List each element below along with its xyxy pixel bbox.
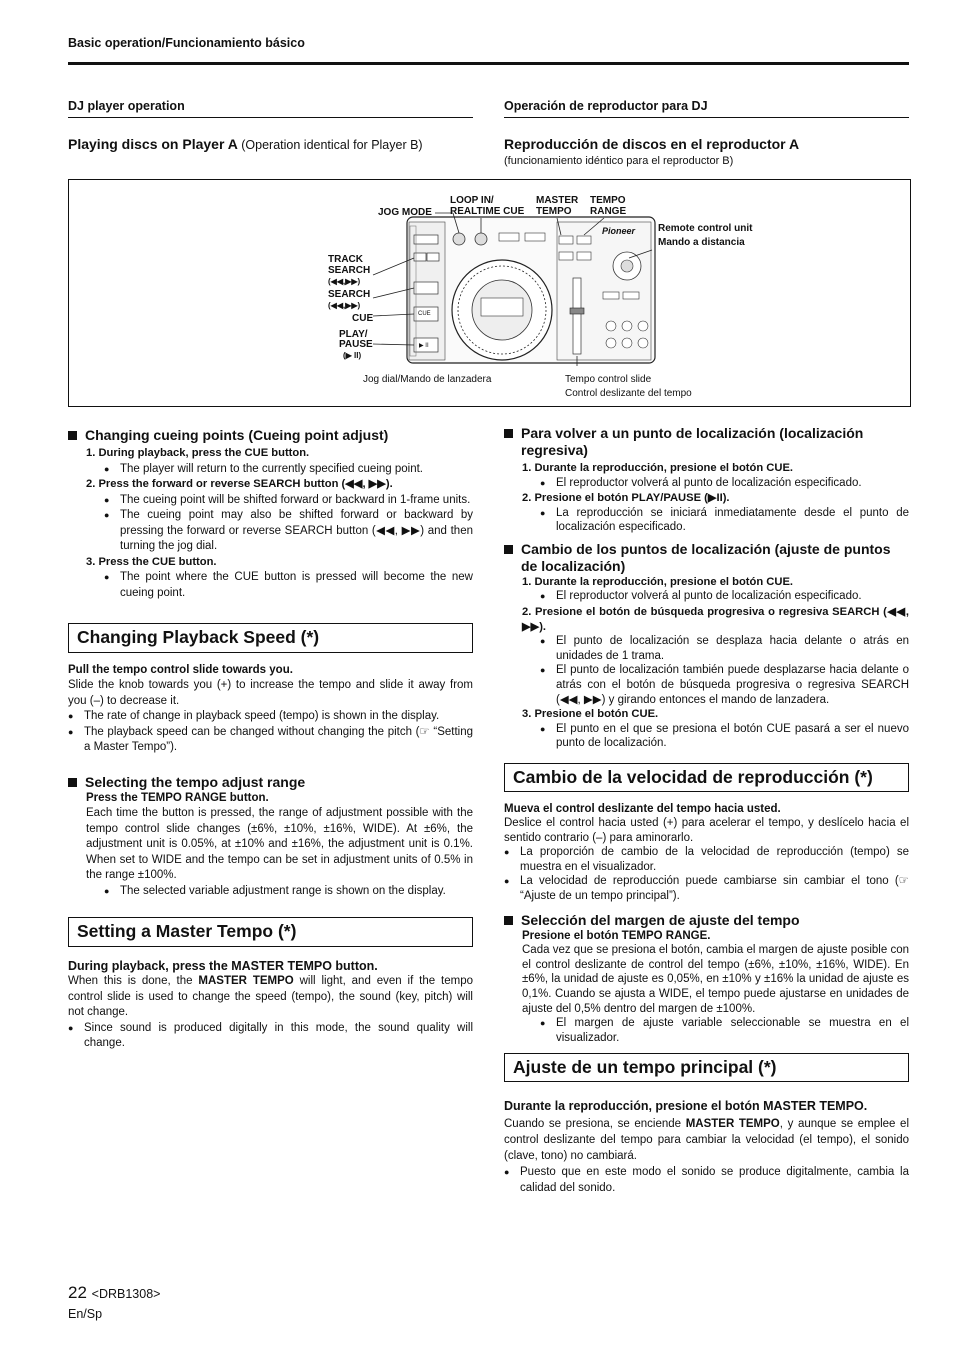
change-step2-bullet2-es: ● El punto de localización también puede desplazarse hacia delante o atrás con el botón de búsqueda progresiva o regresiva SEARCH (◀◀, ▶▶) y girando entonces el mando de lanzadera. [540, 664, 909, 706]
square-bullet-icon [68, 431, 77, 440]
speed-bullet2-es: ● La velocidad de reproducción puede cambiarse sin cambiar el tono (☞ “Ajuste de un tempo principal”). [504, 875, 909, 903]
range-heading-en-text: Selecting the tempo adjust range [85, 773, 306, 790]
return-step1-bullet-es-text: El reproductor volverá al punto de localización especificado. [556, 476, 862, 489]
change-heading-es [504, 541, 909, 575]
cueing-step2-en: 2. Press the forward or reverse SEARCH button (◀◀, ▶▶). [86, 478, 393, 490]
range-bullet-en: ● The selected variable adjustment range is shown on the display. [68, 884, 473, 900]
master-bullet-es: ● Puesto que en este modo el sonido se produce digitalmente, cambia la calidad del sonido. [504, 1166, 909, 1194]
speed-box-es: Cambio de la velocidad de reproducción (*) [504, 763, 909, 792]
master-bullet-en: ● Since sound is produced digitally in this mode, the sound quality will change. [68, 1021, 473, 1052]
label-loop-in: LOOP IN/ [450, 195, 494, 206]
cueing-step3-bullet-en-text: The point where the CUE button is pressed will become the new cueing point. [120, 571, 473, 599]
playing-title-es: Reproducción de discos en el reproductor A [504, 136, 800, 152]
cueing-step3-en: 3. Press the CUE button. [86, 555, 217, 568]
speed-bullet1-es: ● La proporción de cambio de la velocidad de reproducción (tempo) se muestra en el visualizador. [504, 846, 909, 873]
return-step2-bullet-es-text: La reproducción se iniciará inmediatamente desde el punto de localización especificado. [556, 506, 909, 534]
master-text-en-b: will light, and even if the tempo control slide is used to change the speed (tempo), the sound (key, pitch) will not change. [68, 975, 474, 1018]
label-search-symbols: (◀◀,▶▶) [328, 301, 361, 310]
change-step3-bullet-es: ● El punto en el que se presiona el botón CUE pasará a ser el nuevo punto de localización. [540, 722, 909, 750]
range-lead-en: Press the TEMPO RANGE button. [86, 791, 269, 804]
master-text-en-bold: MASTER TEMPO [198, 975, 294, 987]
label-remote-en: Remote control unit [658, 223, 753, 234]
speed-bullet1-en: ● The rate of change in playback speed (tempo) is shown in the display. [68, 709, 473, 725]
change-step1-es: 1. Durante la reproducción, presione el botón CUE. [522, 575, 794, 588]
playing-title-en [68, 136, 423, 152]
change-step3-es: 3. Presione el botón CUE. [522, 708, 659, 721]
range-heading-es-text: Selección del margen de ajuste del tempo [521, 911, 800, 928]
return-step2-bullet-es: ● La reproducción se iniciará inmediatamente desde el punto de localización especificado. [540, 506, 909, 534]
change-step1-bullet-es-text: El reproductor volverá al punto de localización especificado. [556, 590, 862, 603]
return-step1-es: 1. Durante la reproducción, presione el botón CUE. [522, 462, 794, 474]
master-text-es [504, 1116, 909, 1164]
speed-lead-es: Mueva el control deslizante del tempo hacia usted. [504, 802, 781, 815]
label-track: TRACK [328, 254, 363, 265]
figure-cue-button: CUE [418, 311, 431, 317]
caption-jog-dial: Jog dial/Mando de lanzadera [363, 374, 492, 385]
document-code: <DRB1308> [91, 1287, 161, 1301]
label-pause: PAUSE [339, 339, 373, 350]
cueing-step1-bullet-en-text: The player will return to the currently specified cueing point. [120, 462, 423, 475]
cueing-step1-bullet-en: ● The player will return to the currently specified cueing point. [68, 462, 473, 478]
master-text-en [68, 974, 473, 1021]
range-lead-es: Presione el botón TEMPO RANGE. [522, 929, 711, 942]
speed-bullet2-en-text: The playback speed can be changed without changing the pitch (☞ “Setting a Master Tempo”). [84, 725, 473, 753]
master-text-es-b: , y aunque se emplee el control deslizante del tempo para cambiar la velocidad (el tempo), el sonido (clave, tono) no cambiará. [504, 1118, 910, 1162]
section-label-es: Operación de reproductor para DJ [504, 99, 708, 113]
master-box-en: Setting a Master Tempo (*) [68, 917, 473, 947]
master-text-en-a: When this is done, the [68, 975, 199, 987]
speed-text-en: Slide the knob towards you (+) to increase the tempo and slide it away from you (–) to decrease it. [68, 679, 473, 707]
footer [68, 1283, 160, 1303]
pioneer-logo: Pioneer [602, 226, 636, 236]
cueing-step3-bullet-en: ● The point where the CUE button is pressed will become the new cueing point. [68, 570, 473, 601]
square-bullet-icon [68, 778, 77, 787]
speed-bullet1-es-text: La proporción de cambio de la velocidad de reproducción (tempo) se muestra en el visualizador. [520, 846, 909, 873]
master-lead-es: Durante la reproducción, presione el botón MASTER TEMPO. [504, 1099, 868, 1113]
change-step3-bullet-es-text: El punto en el que se presiona el botón CUE pasará a ser el nuevo punto de localización. [556, 722, 909, 750]
range-bullet-es: ● El margen de ajuste variable seleccionable se muestra en el visualizador. [540, 1017, 909, 1044]
label-master: MASTER [536, 195, 579, 206]
language-code: En/Sp [68, 1307, 103, 1321]
speed-text-es: Deslice el control hacia usted (+) para acelerar el tempo, y deslícelo hacia el sentido contrario (–) para aminorarlo. [504, 817, 909, 844]
square-bullet-icon [504, 545, 513, 554]
return-heading-es [504, 425, 909, 459]
cueing-step2-bullet1-en-text: The cueing point will be shifted forward or backward in 1-frame units. [120, 493, 471, 506]
label-search: SEARCH [328, 289, 371, 300]
playing-note-es: (funcionamiento idéntico para el reproductor B) [504, 155, 734, 167]
speed-bullet2-en: ● The playback speed can be changed without changing the pitch (☞ “Setting a Master Tempo”). [68, 725, 473, 756]
change-step2-es: 2. Presione el botón de búsqueda progresiva o regresiva SEARCH (◀◀, ▶▶). [522, 605, 909, 633]
cueing-step1-en: 1. During playback, press the CUE button. [86, 447, 310, 459]
label-play: PLAY/ [339, 329, 368, 340]
speed-bullet2-es-text: La velocidad de reproducción puede cambiarse sin cambiar el tono (☞ “Ajuste de un tempo principal”). [520, 875, 909, 903]
label-play-symbols: (▶ II) [343, 351, 362, 360]
change-step1-bullet-es: ● El reproductor volverá al punto de localización especificado. [504, 589, 909, 605]
range-heading-en [68, 774, 473, 791]
label-range: RANGE [590, 206, 627, 217]
master-lead-en: During playback, press the MASTER TEMPO button. [68, 958, 378, 973]
playing-title-en-text: Playing discs on Player A [68, 136, 238, 152]
cueing-step2-bullet2-en: ● The cueing point may also be shifted forward or backward by pressing the forward or reverse SEARCH button (◀◀, ▶▶) and then turning the jog dial. [68, 508, 473, 555]
change-step2-bullet1-es-text: El punto de localización se desplaza hacia delante o atrás en unidades de 1 trama. [556, 635, 909, 662]
change-step2-bullet2-es-text: El punto de localización también puede desplazarse hacia delante o atrás con el botón de búsqueda progresiva o regresiva SEARCH (◀◀, ▶▶) y girando entonces el mando de lanzadera. [556, 664, 909, 706]
cueing-step2-bullet2-en-text: The cueing point may also be shifted forward or backward by pressing the forward or reverse SEARCH button (◀◀, ▶▶) and then turning the jog dial. [120, 509, 473, 552]
speed-bullet1-en-text: The rate of change in playback speed (tempo) is shown in the display. [84, 710, 440, 722]
cueing-heading-en [68, 427, 473, 444]
return-step1-bullet-es: ● El reproductor volverá al punto de localización especificado. [504, 476, 909, 492]
label-remote-es: Mando a distancia [658, 237, 745, 248]
square-bullet-icon [504, 429, 513, 438]
cueing-heading-en-text: Changing cueing points (Cueing point adjust) [85, 427, 389, 443]
label-track-search: SEARCH [328, 265, 371, 276]
range-bullet-es-text: El margen de ajuste variable seleccionable se muestra en el visualizador. [556, 1017, 909, 1044]
right-column [504, 425, 909, 1196]
header-rule [68, 62, 909, 65]
label-cue: CUE [352, 313, 374, 324]
section-label-en: DJ player operation [68, 99, 185, 113]
left-column [68, 427, 473, 1052]
master-text-es-a: Cuando se presiona, se enciende [504, 1118, 686, 1130]
range-text-es: Cada vez que se presiona el botón, cambia el margen de ajuste posible con el control deslizante de control del tempo (±6%, ±10%, ±16%, WIDE). En ±6%, la unidad de ajuste es 0,05%, en ±10% y ±16% la unidad de ajuste es 0,1%. Cuando se ajusta a WIDE, el tempo puede ajustarse en unidades de ajuste del 0,5% dentro del margen de ±100%. [522, 944, 909, 1015]
label-jog-mode: JOG MODE [378, 207, 432, 218]
master-bullet-en-text: Since sound is produced digitally in this mode, the sound quality will change. [84, 1021, 473, 1049]
cueing-step2-bullet1-en: ● The cueing point will be shifted forward or backward in 1-frame units. [68, 493, 473, 509]
playing-note-en: (Operation identical for Player B) [241, 138, 423, 152]
return-step2-es: 2. Presione el botón PLAY/PAUSE (▶II). [522, 492, 730, 505]
figure-play-button: ▶ II [419, 343, 429, 349]
range-text-en: Each time the button is pressed, the range of adjustment possible with the tempo control slide changes (±6%, ±10%, ±16%, WIDE). At ±6%, the adjustment unit is 0.05%, at ±10% and ±16%, the adjustment unit is 0.1%. When set to WIDE and the tempo can be set in adjustment units of 0.5% in the range ±100%. [86, 807, 473, 881]
speed-lead-en: Pull the tempo control slide towards you. [68, 663, 293, 676]
caption-tempo-slide-es: Control deslizante del tempo [565, 388, 692, 399]
master-box-es: Ajuste de un tempo principal (*) [504, 1053, 909, 1082]
master-bullet-es-text: Puesto que en este modo el sonido se produce digitalmente, cambia la calidad del sonido. [520, 1166, 909, 1194]
range-heading-es [504, 912, 909, 929]
label-master-tempo: TEMPO [536, 206, 572, 217]
label-tempo: TEMPO [590, 195, 626, 206]
label-track-symbols: (◀◀,▶▶) [328, 277, 361, 286]
square-bullet-icon [504, 916, 513, 925]
label-realtime-cue: REALTIME CUE [450, 206, 525, 217]
page-header: Basic operation/Funcionamiento básico [68, 36, 305, 50]
caption-tempo-slide-en: Tempo control slide [565, 374, 652, 385]
master-text-es-bold: MASTER TEMPO [685, 1118, 780, 1130]
change-heading-es-text: Cambio de los puntos de localización (ajuste de puntos de localización) [521, 540, 891, 574]
return-heading-es-text: Para volver a un punto de localización (localización regresiva) [521, 425, 864, 458]
range-bullet-en-text: The selected variable adjustment range is shown on the display. [120, 884, 446, 897]
change-step2-bullet1-es: ● El punto de localización se desplaza hacia delante o atrás en unidades de 1 trama. [540, 635, 909, 662]
player-figure [68, 179, 911, 407]
speed-box-en: Changing Playback Speed (*) [68, 623, 473, 653]
section-rule-es [504, 117, 909, 118]
section-rule-en [68, 117, 473, 118]
page-number: 22 [68, 1283, 87, 1302]
